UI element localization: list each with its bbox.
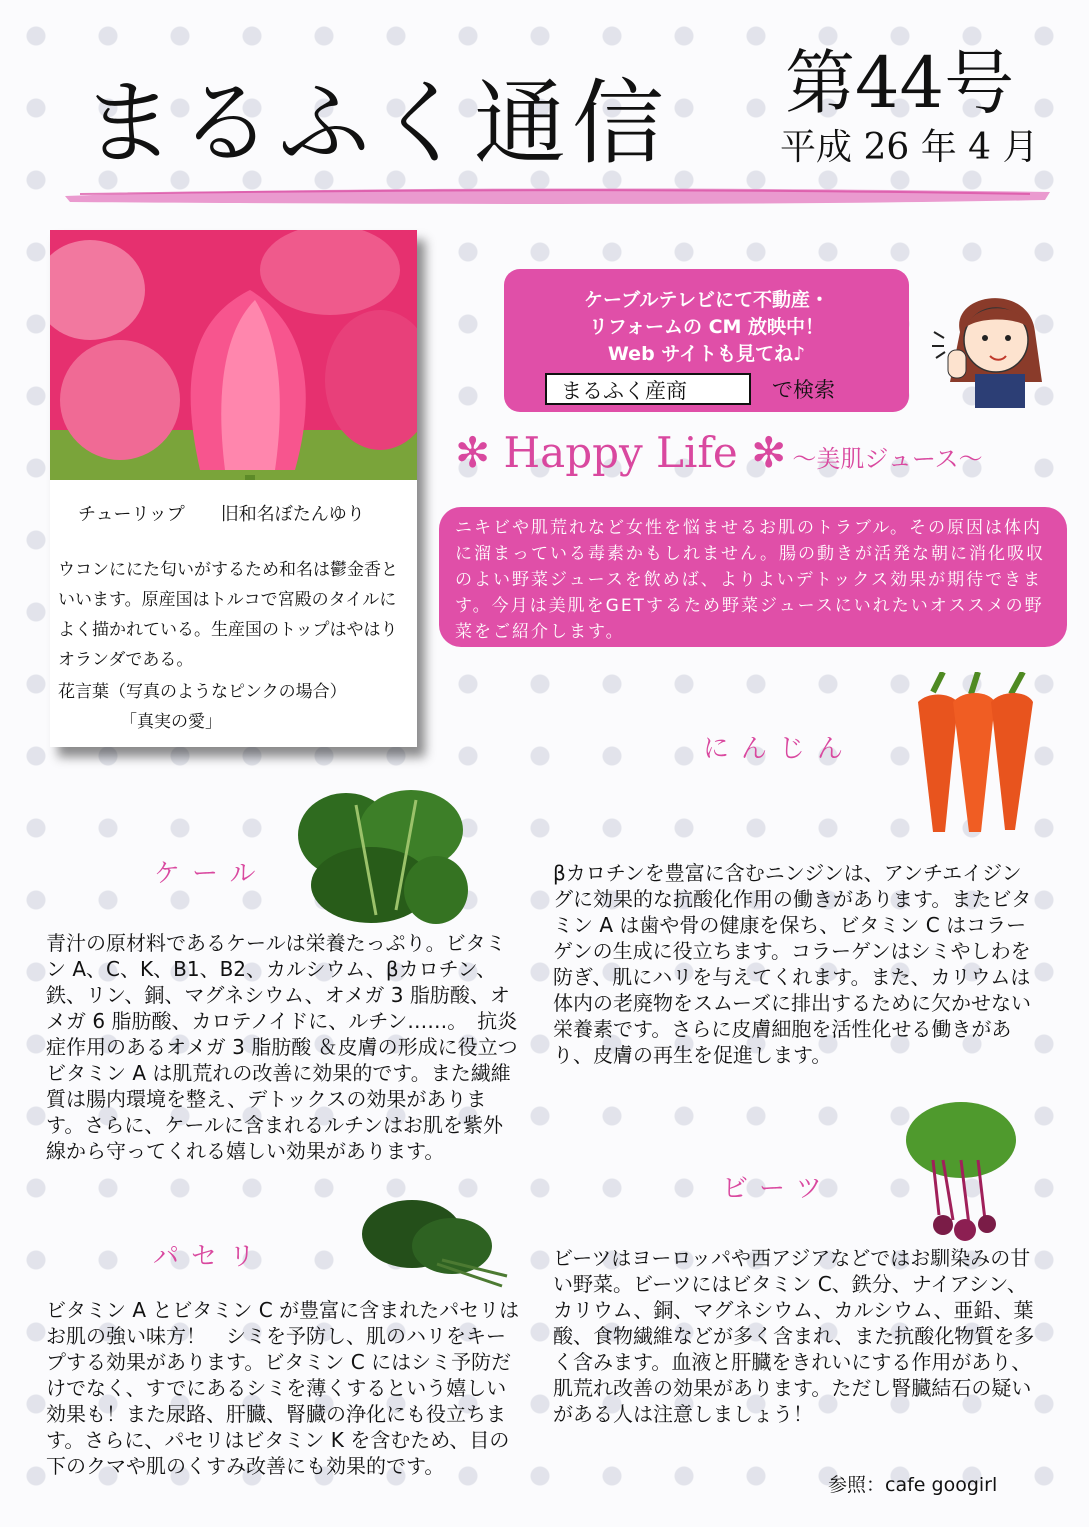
intro-box [439,507,1067,647]
happy-life-subtitle: ～美肌ジュース～ [792,445,983,473]
kale-title: ケール [154,859,268,889]
tulip-card [50,230,417,747]
tulip-description: ウコンににた匂いがするため和名は鬱金香といいます。原産国はトルコで宮殿のタイルによく描かれている。生産国のトップはやはりオランダである。 [58,560,398,670]
issue-number: 第44号 [785,42,1015,124]
kale-text: 青汁の原材料であるケールは栄養たっぷり。ビタミン A、C、K、B1、B2、カルシウム、βカロチン、鉄、リン、銅、マグネシウム、オメガ 3 脂肪酸、オメガ 6 脂肪酸、カロテノイドに、ルチン……。 抗炎症作用のあるオメガ 3 脂肪酸 ＆皮膚の形成に役立つビタミン A は肌荒れの改善に効果的です。また繊維質は腸内環境を整え、デトックスの効果があります。さらに、ケールに含まれるルチンはお肌を紫外線から守ってくれる嬉しい効果があります。 [46,931,518,1163]
tulip-hanakotoba-label: 花言葉（写真のようなピンクの場合） [58,682,347,702]
cm-line-3: Web サイトも見てね♪ [607,343,806,365]
beet-image [903,1100,1020,1245]
beet-title: ビーツ [722,1174,834,1204]
carrot-image [903,672,1038,837]
cm-announcement [504,269,909,412]
parsley-image [342,1194,522,1292]
issue-date: 平成 26 年 4 月 [780,127,1039,168]
newsletter-title: まるふく通信 [82,70,671,177]
intro-text: ニキビや肌荒れなど女性を悩ませるお肌のトラブル。その原因は体内に溜まっている毒素かもしれません。腸の動きが活発な朝に消化吸収のよい野菜ジュースを飲めば、よりよいデトックス効果が期待できます。今月は美肌をGETするため野菜ジュースにいれたいオススメの野菜をご紹介します。 [455,518,1046,642]
tulip-hanakotoba-value: 「真実の愛」 [120,712,222,732]
beet-text: ビーツはヨーロッパや西アジアなどではお馴染みの甘い野菜。ビーツにはビタミン C、鉄分、ナイアシン、カリウム、銅、マグネシウム、カルシウム、亜鉛、葉酸、食物繊維などが多く含まれ、また抗酸化物質を多く含みます。血液と肝臓をきれいにする作用があり、肌荒れ改善の効果があります。ただし腎臓結石の疑いがある人は注意しましょう！ [553,1246,1035,1426]
cm-line-1: ケーブルテレビにて不動産・ [584,289,829,311]
tulip-photo [50,230,417,480]
happy-life-heading [455,428,983,477]
parsley-title: パセリ [153,1242,268,1272]
reference-credit: 参照：cafe googirl [828,1474,998,1496]
cm-line-2: リフォームの CM 放映中！ [588,316,825,338]
tulip-caption: チューリップ 旧和名ぼたんゆり [78,504,365,525]
pink-brush-underline [60,182,1055,208]
girl-pointing-illustration [930,272,1058,410]
happy-life-title: ✻ Happy Life ✻ [455,428,787,477]
search-keyword-box: まるふく産商 [545,373,751,405]
search-suffix: で検索 [772,378,835,402]
kale-image [296,785,468,927]
carrot-text: βカロチンを豊富に含むニンジンは、アンチエイジングに効果的な抗酸化作用の働きがあります。またビタミン A は歯や骨の健康を保ち、ビタミン C はコラーゲンの生成に役立ちます。コラーゲンはシミやしわを防ぎ、肌にハリを与えてくれます。また、カリウムは体内の老廃物をスムーズに排出するために欠かせない栄養素です。さらに皮膚細胞を活性化せる働きがあり、皮膚の再生を促進します。 [553,861,1032,1067]
carrot-title: にんじん [703,734,856,764]
parsley-text: ビタミン A とビタミン C が豊富に含まれたパセリはお肌の強い味方！ シミを予防し、肌のハリをキープする効果があります。ビタミン C にはシミ予防だけでなく、すでにあるシミを薄くするという嬉しい効果も！また尿路、肝臓、腎臓の浄化にも役立ちます。さらに、パセリはビタミン K を含むため、目の下のクマや肌のくすみ改善にも効果的です。 [46,1298,520,1478]
